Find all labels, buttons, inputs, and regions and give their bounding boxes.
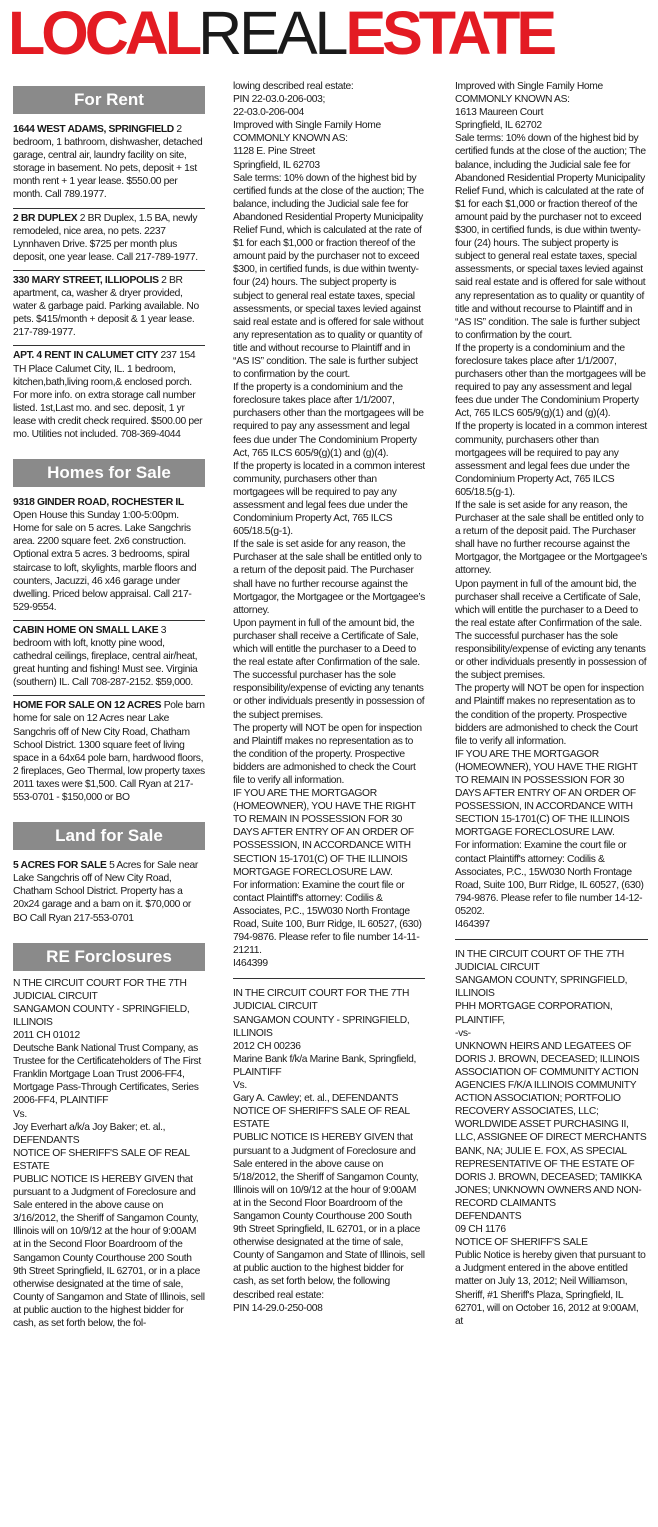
listing-heading: 5 ACRES FOR SALE [13,860,107,872]
section-header-re-forclosures: RE Forclosures [13,943,205,971]
section-header-for-rent: For Rent [13,86,205,114]
masthead-title [8,0,650,66]
divider [455,939,648,940]
listing-heading: HOME FOR SALE ON 12 ACRES [13,700,162,712]
foreclosure-notice: IN THE CIRCUIT COURT OF THE 7TH JUDICIAL CIRCUIT SANGAMON COUNTY, SPRINGFIELD, ILLINOIS PHH MORTGAGE CORPORATION, PLAINTIFF, -vs- UNKNOWN HEIRS AND LEGATEES OF DORIS J. BROWN, DECEASED; ILLINOIS ASSOCIATION OF COMMUNITY ACTION AGENCIES F/K/A ILLINOIS COMMUNITY ACTION ASSOCIATION; PORTFOLIO RECOVERY ASSOCIATES, LLC; WORLDWIDE ASSET PURCHASING II, LLC, ASSIGNEE OF DIRECT MERCHANTS BANK, NA; JULIE E. FOX, AS SPECIAL REPRESENTATIVE OF THE ESTATE OF DORIS J. BROWN, DECEASED; TAMIKKA JONES; UNKNOWN OWNERS AND NON-RECORD CLAIMANTS DEFENDANTS 09 CH 1176 NOTICE OF SHERIFF'S SALE Public Notice is hereby given that pursuant to a Judgment entered in the above entitled matter on July 13, 2012; Neil Williamson, Sheriff, #1 Sheriff's Plaza, Springfield, IL 62701, will on October 16, 2012 at 9:00AM, at [455,949,647,1327]
listing-heading: 1644 WEST ADAMS, SPRINGFIELD [13,124,174,135]
listing-heading: 330 MARY STREET, ILLIOPOLIS [13,274,159,286]
listing-body: 237 154 TH Place Calumet City, IL. 1 bedroom, kitchen,bath,living room,& enclosed porch. For more info. on extra storage call number listed. 1st,Last mo. and sec. deposit, 1 yr lease with credit check required. $500.00 per mo. Utilities not included. 708-369-4044 [13,350,203,440]
listing-heading: 9318 GINDER ROAD, ROCHESTER IL [13,497,184,509]
listing-heading: 2 BR DUPLEX [13,212,78,224]
listing-item [13,346,205,447]
column-2 [233,80,425,1527]
foreclosure-notice: lowing described real estate: PIN 22-03.0-206-003; 22-03.0-206-004 Improved with Single Family Home COMMONLY KNOWN AS: 1128 E. Pine Street Springfield, IL 62703 Sale terms: 10% down of the highest bid by certified funds at the close of the auction; The balance, including the Judicial sale fee for Abandoned Residential Property Municipality Relief Fund, which is calculated at the rate of $1 for each $1,000 or fraction thereof of the amount paid by the purchaser not to exceed $300, in certified funds, is due within twenty-four (24) hours. The subject property is subject to general real estate taxes, special assessments, or special taxes levied against said real estate and is offered for sale without any representation as to quality or quantity of title and without recourse to Plaintiff and in “AS IS” condition. The sale is further subject to confirmation by the court. If the property is a condominium and the foreclosure takes place after 1/1/2007, purchasers other than the mortgagees will be required to pay any assessment and legal fees due under The Condominium Property Act, 765 ILCS 605/9(g)(1) and (g)(4). If the property is located in a common interest community, purchasers other than mortgagees will be required to pay any assessment and legal fees due under the Condominium Property Act, 765 ILCS 605/18.5(g-1). If the sale is set aside for any reason, the Purchaser at the sale shall be entitled only to a return of the deposit paid. The Purchaser shall have no further recourse against the Mortgagor, the Mortgagee or the Mortgagee’s attorney. Upon payment in full of the amount bid, the purchaser shall receive a Certificate of Sale, which will entitle the purchaser to a Deed to the real estate after Confirmation of the sale. The successful purchaser has the sole responsibility/expense of evicting any tenants or other individuals presently in possession of the subject premises. The property will NOT be open for inspection and Plaintiff makes no representation as to the condition of the property. Prospective bidders are admonished to check the Court file to verify all information. IF YOU ARE THE MORTGAGOR (HOMEOWNER), YOU HAVE THE RIGHT TO REMAIN IN POSSESSION FOR 30 DAYS AFTER ENTRY OF AN ORDER OF POSSESSION, IN ACCORDANCE WITH SECTION 15-1701(C) OF THE ILLINOIS MORTGAGE FORECLOSURE LAW. For information: Examine the court file or contact Plaintiff's attorney: Codilis & Associates, P.C., 15W030 North Frontage Road, Suite 100, Burr Ridge, IL 60527, (630) 794-9876. Please refer to file number 14-11-21211. I464399 [233,81,425,970]
listing-heading: CABIN HOME ON SMALL LAKE [13,624,159,636]
listing-item [13,271,205,346]
listing-item [13,621,205,696]
masthead-local: LOCAL [8,0,199,66]
foreclosure-notice: IN THE CIRCUIT COURT FOR THE 7TH JUDICIAL CIRCUIT SANGAMON COUNTY - SPRINGFIELD, ILLINOIS 2012 CH 00236 Marine Bank f/k/a Marine Bank, Springfield, PLAINTIFF Vs. Gary A. Cawley; et. al., DEFENDANTS NOTICE OF SHERIFF'S SALE OF REAL ESTATE PUBLIC NOTICE IS HEREBY GIVEN that pursuant to a Judgment of Foreclosure and Sale entered in the above cause on 5/18/2012, the Sheriff of Sangamon County, Illinois will on 10/9/12 at the hour of 9:00AM at in the Second Floor Boardroom of the Sangamon County Courthouse 200 South 9th Street Springfield, IL 62701, or in a place otherwise designated at the time of sale, County of Sangamon and State of Illinois, sell at public auction to the highest bidder for cash, as set forth below, the following described real estate: PIN 14-29.0-250-008 [233,988,425,1314]
listing-body: 2 BR Duplex, 1.5 BA, newly remodeled, nice area, no pets. 2237 Lynnhaven Drive. $725 per month plus deposit, one year lease. Call 217-789-1977. [13,212,198,263]
column-1 [13,86,205,1527]
listing-item [13,120,205,209]
foreclosure-notice: N THE CIRCUIT COURT FOR THE 7TH JUDICIAL CIRCUIT SANGAMON COUNTY - SPRINGFIELD, ILLINOIS 2011 CH 01012 Deutsche Bank National Trust Company, as Trustee for the Certificateholders of The First Franklin Mortgage Loan Trust 2006-FF4, Mortgage Pass-Through Certificates, Series 2006-FF4, PLAINTIFF Vs. Joy Everhart a/k/a Joy Baker; et. al., DEFENDANTS NOTICE OF SHERIFF'S SALE OF REAL ESTATE PUBLIC NOTICE IS HEREBY GIVEN that pursuant to a Judgment of Foreclosure and Sale entered in the above cause on 3/16/2012, the Sheriff of Sangamon County, Illinois will on 10/9/12 at the hour of 9:00AM at in the Second Floor Boardroom of the Sangamon County Courthouse 200 South 9th Street Springfield, IL 62701, or in a place otherwise designated at the time of sale, County of Sangamon and State of Illinois, sell at public auction to the highest bidder for cash, as set forth below, the fol- [13,977,205,1330]
listing-item [13,696,205,810]
listing-body: 2 BR apartment, ca, washer & dryer provided, water & garbage paid. Parking available. No pets. $415/month + deposit & 1 year lease. 217-789-1977. [13,274,199,339]
listing-item [13,209,205,271]
divider [233,978,425,979]
listing-item [13,856,205,930]
listing-body: Open House this Sunday 1:00-5:00pm. Home for sale on 5 acres. Lake Sangchris area. 2200 square feet. 2x6 construction. Optional extra 5 acres. 3 bedrooms, spiral staircase to loft, skylights, marble floors and counters, Jacuzzi, 46 x46 garage under dwelling. Priced below appraisal. Call 217-529-9554. [13,510,197,613]
section-header-homes-for-sale: Homes for Sale [13,459,205,487]
listing-heading: APT. 4 RENT IN CALUMET CITY [13,350,159,362]
listing-body: 5 Acres for Sale near Lake Sangchris off of New City Road, Chatham School District. Property has a 20x24 garage and a barn on it. $70,000 or BO Call Ryan 217-553-0701 [13,860,198,924]
foreclosure-notice: Improved with Single Family Home COMMONLY KNOWN AS: 1613 Maureen Court Springfield, IL 62702 Sale terms: 10% down of the highest bid by certified funds at the close of the auction; The balance, including the Judicial sale fee for Abandoned Residential Property Municipality Relief Fund, which is calculated at the rate of $1 for each $1,000 or fraction thereof of the amount paid by the purchaser not to exceed $300, in certified funds, is due within twenty-four (24) hours. The subject property is subject to general real estate taxes, special assessments, or special taxes levied against said real estate and is offered for sale without any representation as to quality or quantity of title and without recourse to Plaintiff and in “AS IS” condition. The sale is further subject to confirmation by the court. If the property is a condominium and the foreclosure takes place after 1/1/2007, purchasers other than the mortgagees will be required to pay any assessment and legal fees due under The Condominium Property Act, 765 ILCS 605/9(g)(1) and (g)(4). If the property is located in a common interest community, purchasers other than mortgagees will be required to pay any assessment and legal fees due under the Condominium Property Act, 765 ILCS 605/18.5(g-1). If the sale is set aside for any reason, the Purchaser at the sale shall be entitled only to a return of the deposit paid. The Purchaser shall have no further recourse against the Mortgagor, the Mortgagee or the Mortgagee’s attorney. Upon payment in full of the amount bid, the purchaser shall receive a Certificate of Sale, which will entitle the purchaser to a Deed to the real estate after Confirmation of the sale. The successful purchaser has the sole responsibility/expense of evicting any tenants or other individuals presently in possession of the subject premises. The property will NOT be open for inspection and Plaintiff makes no representation as to the condition of the property. Prospective bidders are admonished to check the Court file to verify all information. IF YOU ARE THE MORTGAGOR (HOMEOWNER), YOU HAVE THE RIGHT TO REMAIN IN POSSESSION FOR 30 DAYS AFTER ENTRY OF AN ORDER OF POSSESSION, IN ACCORDANCE WITH SECTION 15-1701(C) OF THE ILLINOIS MORTGAGE FORECLOSURE LAW. For information: Examine the court file or contact Plaintiff's attorney: Codilis & Associates, P.C., 15W030 North Frontage Road, Suite 100, Burr Ridge, IL 60527, (630) 794-9876. Please refer to file number 14-12-05202. I464397 [455,81,647,930]
listing-body: 3 bedroom with loft, knotty pine wood, cathedral ceilings, fireplace, central air/heat, great hunting and fishing! Must see. Virginia (southern) IL. Call 708-287-2152. $59,000. [13,624,198,689]
listing-item [13,493,205,621]
section-header-land-for-sale: Land for Sale [13,822,205,850]
column-3 [455,80,648,1527]
listing-body: Pole barn home for sale on 12 Acres near Lake Sangchris off of New City Road, Chatham School District. 1300 square feet of living space in a 64x64 pole barn, hardwood floors, 2 fireplaces, Geo Thermal, low property taxes 2011 taxes were $1,500. Call Ryan at 217-553-0701 - $150,000 or BO [13,700,205,804]
masthead-real: REAL [198,0,346,66]
listing-body: 2 bedroom, 1 bathroom, dishwasher, detached garage, central air, laundry facility on site, storage in basement. No pets, deposit + 1st month rent + 1 year lease. $550.00 per month. Call 789.1977. [13,124,203,201]
masthead-estate: ESTATE [345,0,554,66]
